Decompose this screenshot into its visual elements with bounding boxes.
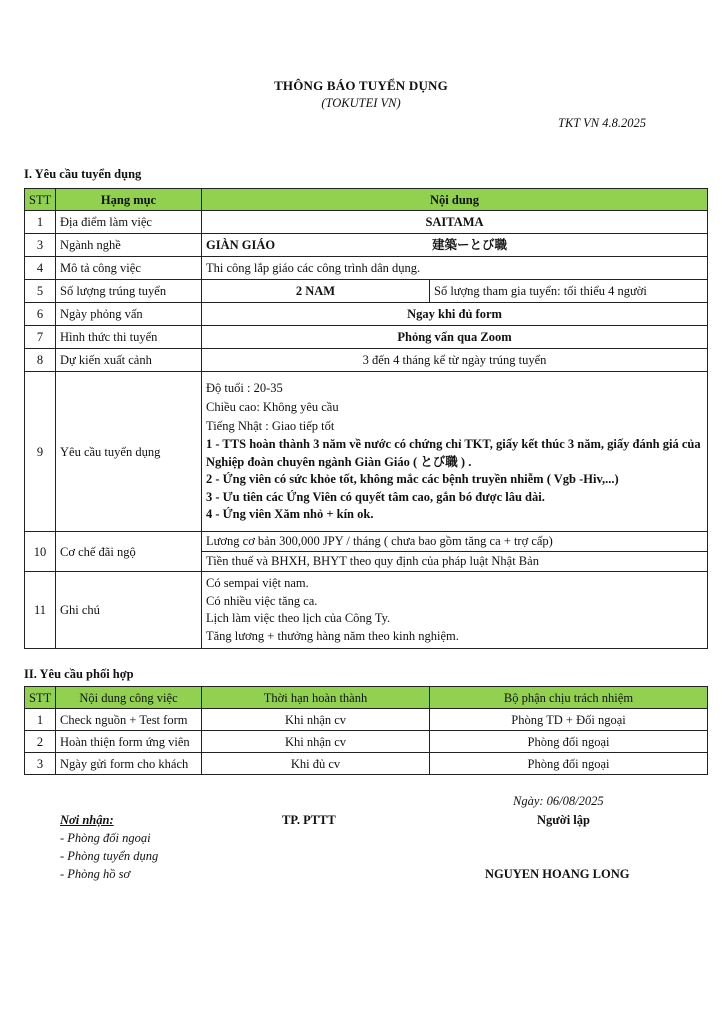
requirement-4: 4 - Ứng viên Xăm nhỏ + kín ok. xyxy=(206,507,374,522)
row-stt: 7 xyxy=(25,326,56,349)
document-subtitle: (TOKUTEI VN) xyxy=(321,96,401,110)
recipient-item: - Phòng tuyển dụng xyxy=(60,849,159,863)
row-dept: Phòng đối ngoại xyxy=(430,731,708,753)
row-content xyxy=(202,234,708,257)
col-deadline: Thời hạn hoàn thành xyxy=(202,687,430,709)
row-content xyxy=(202,372,708,532)
recipient-item: - Phòng đối ngoại xyxy=(60,831,151,845)
document-title: THÔNG BÁO TUYỂN DỤNG xyxy=(274,78,448,93)
requirement-3: 3 - Ưu tiên các Ứng Viên có quyết tâm cao, gắn bó được lâu dài. xyxy=(206,489,545,504)
row-item: Mô tả công việc xyxy=(56,257,202,280)
row-item: Ngày phỏng vấn xyxy=(56,303,202,326)
row-item: Cơ chế đãi ngộ xyxy=(56,532,202,572)
row-stt: 5 xyxy=(25,280,56,303)
job-field-jp: 建築ーとび職 xyxy=(432,238,508,252)
recipients-label: Nơi nhận: xyxy=(60,813,114,827)
col-dept: Bộ phận chịu trách nhiệm xyxy=(430,687,708,709)
row-stt: 1 xyxy=(25,211,56,234)
row-stt: 1 xyxy=(25,709,56,731)
col-item: Hạng mục xyxy=(56,189,202,211)
row-dept: Phòng TD + Đối ngoại xyxy=(430,709,708,731)
row-content: Phỏng vấn qua Zoom xyxy=(202,326,708,349)
tp-label: TP. PTTT xyxy=(282,813,336,827)
row-item: Địa điểm làm việc xyxy=(56,211,202,234)
row-task: Check nguồn + Test form xyxy=(56,709,202,731)
age-requirement: Độ tuổi : 20-35 xyxy=(206,381,283,396)
row-content xyxy=(202,532,708,572)
note-line: Có sempai việt nam. xyxy=(206,576,309,590)
row-content: 2 NAM xyxy=(202,280,430,303)
row-dept: Phòng đối ngoại xyxy=(430,753,708,775)
row-deadline: Khi nhận cv xyxy=(202,731,430,753)
row-stt: 8 xyxy=(25,349,56,372)
row-content: SAITAMA xyxy=(202,211,708,234)
note-line: Lịch làm việc theo lịch của Công Ty. xyxy=(206,611,391,625)
row-item: Yêu cầu tuyển dụng xyxy=(56,372,202,532)
document-code: TKT VN 4.8.2025 xyxy=(558,116,646,130)
row-stt: 2 xyxy=(25,731,56,753)
section2-heading: II. Yêu cầu phối hợp xyxy=(24,667,134,681)
col-stt: STT xyxy=(25,189,56,211)
row-stt: 10 xyxy=(25,532,56,572)
creator-label: Người lập xyxy=(537,813,590,827)
requirement-2: 2 - Ứng viên có sức khỏe tốt, không mắc các bệnh truyền nhiễm ( Vgb -Hiv,...) xyxy=(206,472,619,487)
row-stt: 11 xyxy=(25,572,56,649)
row-item: Số lượng trúng tuyển xyxy=(56,280,202,303)
note-line: Có nhiều việc tăng ca. xyxy=(206,593,318,608)
row-item: Ngành nghề xyxy=(56,234,202,257)
row-stt: 3 xyxy=(25,234,56,257)
height-requirement: Chiều cao: Không yêu cầu xyxy=(206,400,339,415)
col-content: Nội dung xyxy=(202,189,708,211)
row-stt: 4 xyxy=(25,257,56,280)
row-task: Ngày gửi form cho khách xyxy=(56,753,202,775)
job-field-vn: GIÀN GIÁO xyxy=(206,238,276,252)
row-item: Ghi chú xyxy=(56,572,202,649)
note-line: Tăng lương + thưởng hàng năm theo kinh nghiệm. xyxy=(206,628,459,643)
recruitment-table xyxy=(24,188,708,649)
insurance-line: Tiền thuế và BHXH, BHYT theo quy định của pháp luật Nhật Bản xyxy=(206,554,539,568)
row-task: Hoàn thiện form ứng viên xyxy=(56,731,202,753)
col-task: Nội dung công việc xyxy=(56,687,202,709)
row-content: Ngay khi đủ form xyxy=(202,303,708,326)
col-stt: STT xyxy=(25,687,56,709)
signing-date: Ngày: 06/08/2025 xyxy=(513,794,604,808)
row-deadline: Khi đủ cv xyxy=(202,753,430,775)
creator-name: NGUYEN HOANG LONG xyxy=(485,867,630,881)
salary-line: Lương cơ bản 300,000 JPY / tháng ( chưa bao gồm tăng ca + trợ cấp) xyxy=(202,532,707,552)
row-stt: 3 xyxy=(25,753,56,775)
recipient-item: - Phòng hồ sơ xyxy=(60,867,131,881)
coordination-table xyxy=(24,686,708,775)
requirement-1: 1 - TTS hoàn thành 3 năm về nước có chứng chỉ TKT, giấy kết thúc 3 năm, giấy đánh giá của Nghiệp đoàn chuyên ngành Giàn Giáo ( とび職 ) . xyxy=(206,437,701,469)
row-content: Thi công lắp giáo các công trình dân dụng. xyxy=(202,257,708,280)
row-content-extra: Số lượng tham gia tuyển: tối thiểu 4 người xyxy=(430,280,708,303)
row-stt: 9 xyxy=(25,372,56,532)
row-stt: 6 xyxy=(25,303,56,326)
row-content: 3 đến 4 tháng kể từ ngày trúng tuyển xyxy=(202,349,708,372)
section1-heading: I. Yêu cầu tuyển dụng xyxy=(24,167,142,181)
row-content xyxy=(202,572,708,649)
row-item: Dự kiến xuất cảnh xyxy=(56,349,202,372)
row-item: Hình thức thi tuyển xyxy=(56,326,202,349)
language-requirement: Tiếng Nhật : Giao tiếp tốt xyxy=(206,419,335,434)
row-deadline: Khi nhận cv xyxy=(202,709,430,731)
